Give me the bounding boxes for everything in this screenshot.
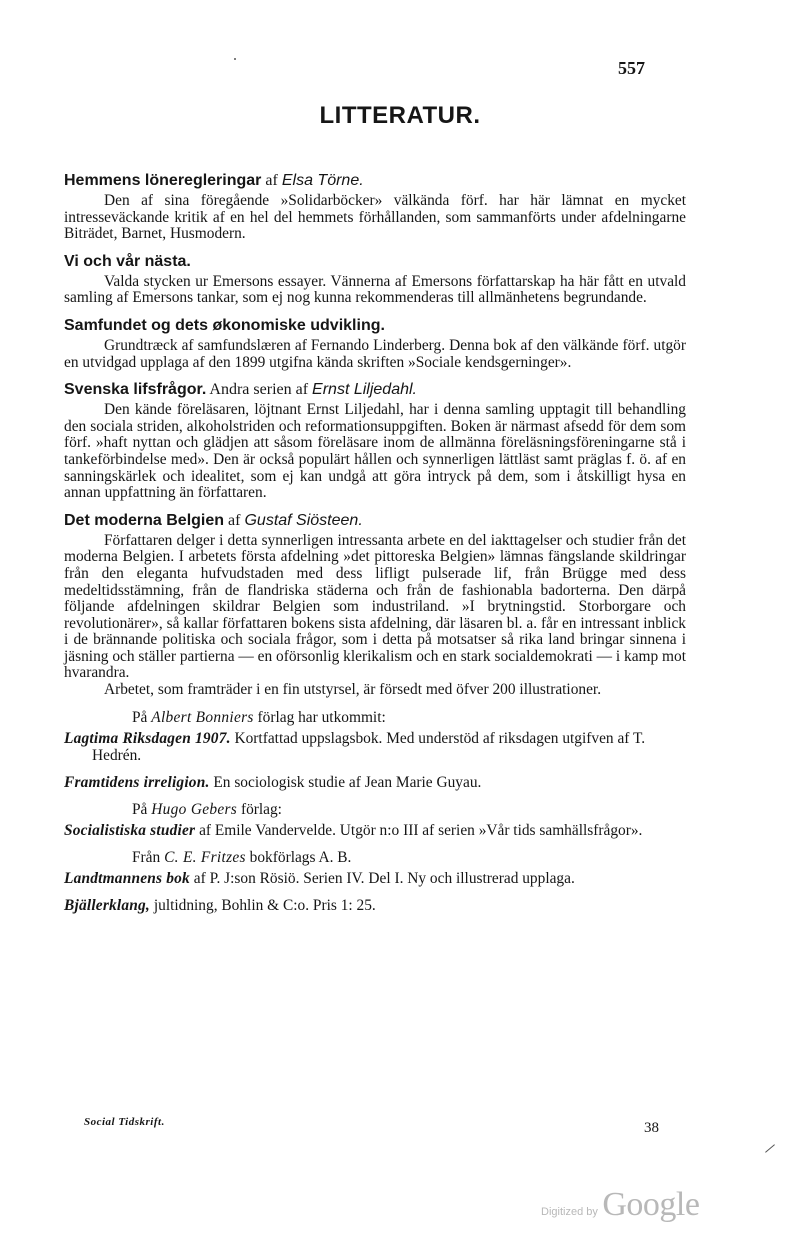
review-samfundet: [64, 315, 686, 371]
journal-signature: Social Tidskrift.: [84, 1116, 165, 1128]
review-title: Hemmens löneregleringar: [64, 172, 262, 189]
review-connector: af: [265, 172, 278, 189]
review-connector: af: [228, 511, 241, 529]
book-description: af P. J:son Rösiö. Serien IV. Del I. Ny och illustrerad upplaga.: [193, 869, 575, 887]
pencil-mark: [765, 1144, 775, 1152]
book-description: En sociologisk studie af Jean Marie Guyau.: [213, 773, 482, 791]
book-entry: [64, 730, 686, 764]
review-author: Gustaf Siösteen.: [244, 511, 363, 529]
review-heading-line: [64, 251, 686, 272]
book-title: Framtidens irreligion.: [64, 773, 210, 791]
review-heading-line: [64, 315, 686, 336]
page-number: 557: [618, 58, 645, 78]
review-text: Den af sina föregående »Solidarböcker» välkända förf. har här lämnat en mycket intresseväckande kritik af en hel del hemmets förhållanden, som sammanförts under afdelningarne Biträdet, Barnet, Husmodern.: [64, 192, 686, 243]
publisher-prefix: På: [132, 800, 148, 818]
review-vi-och-var-nasta: [64, 251, 686, 307]
closing-entry: [64, 897, 686, 914]
publisher-suffix: förlag:: [240, 800, 282, 818]
book-title: Socialistiska studier: [64, 821, 196, 839]
review-title: Svenska lifsfrågor.: [64, 381, 207, 399]
review-connector: af: [295, 381, 309, 399]
book-entry: [64, 822, 686, 839]
publisher-intro: [132, 849, 686, 866]
review-svenska-lifsfragor: [64, 379, 686, 502]
publisher-name: Hugo Gebers: [151, 800, 238, 818]
review-text: Den kände föreläsaren, löjtnant Ernst Liljedahl, har i denna samling upptagit till behandling den sociala striden, alkoholstriden och reformationsuppgiften. Boken är närmast afsedd för dem som förf. »haft nyttan och glädjen att såsom föreläsare inom de allmänna föreläsningsföreningarne stå i tankeförbindelse med». Den är också populärt hållen och synnerligen lättläst samt präglas f. ö. af en sanningskärlek och idealitet, som ej kan undgå att göra intryck på dem, som i åtskilligt hysa en annan uppfattning än författaren.: [64, 401, 686, 502]
closing-title: Bjällerklang,: [64, 896, 150, 914]
book-description: Kortfattad uppslagsbok. Med understöd af riksdagen utgifven af T. Hedrén.: [92, 729, 646, 764]
publisher-prefix: På: [132, 708, 148, 726]
book-title: Landtmannens bok: [64, 869, 190, 887]
signature-number: 38: [644, 1120, 659, 1136]
publisher-suffix: bokförlags A. B.: [249, 848, 352, 866]
review-text: Grundtræck af samfundslæren af Fernando Linderberg. Denna bok af den välkände förf. utgör en utvidgad upplaga af den 1899 utgifna kända skriften »Sociale kendsgerninger».: [64, 336, 686, 371]
google-logo: Google: [602, 1186, 700, 1223]
article-body: [64, 170, 686, 924]
review-heading-line: [64, 379, 686, 400]
review-subtitle: Andra serien: [209, 381, 292, 399]
review-hemmens: [64, 170, 686, 243]
publisher-intro: [132, 709, 686, 726]
review-heading-line: [64, 170, 686, 191]
review-text: Valda stycken ur Emersons essayer. Vännerna af Emersons författarskap ha här fått en utvald samling af Emersons tankar, som ej nog kunna rekommenderas till allmänhetens begrundande.: [64, 272, 686, 307]
review-text-continued: Arbetet, som framträder i en fin utstyrsel, är försedt med öfver 200 illustrationer.: [104, 681, 602, 699]
review-title: Det moderna Belgien: [64, 511, 225, 529]
publisher-name: Albert Bonniers: [151, 708, 254, 726]
publisher-suffix: förlag har utkommit:: [257, 708, 386, 726]
review-author: Elsa Törne.: [281, 172, 364, 189]
digitized-watermark: [541, 1186, 699, 1224]
book-entry: [64, 774, 686, 791]
publisher-intro: [132, 801, 686, 818]
book-entry: [64, 870, 686, 887]
review-det-moderna-belgien: [64, 510, 686, 699]
watermark-small-text: Digitized by: [541, 1206, 598, 1218]
page-title: LITTERATUR.: [319, 102, 481, 129]
review-title: Samfundet og dets økonomiske udvikling.: [64, 316, 385, 334]
publisher-prefix: Från: [132, 848, 161, 866]
review-heading-line: [64, 510, 686, 531]
speck: [234, 58, 236, 60]
review-author: Ernst Liljedahl.: [312, 381, 417, 399]
book-title: Lagtima Riksdagen 1907.: [64, 729, 231, 747]
publisher-name: C. E. Fritzes: [164, 848, 246, 866]
review-title: Vi och vår nästa.: [64, 252, 191, 270]
book-description: af Emile Vandervelde. Utgör n:o III af serien »Vår tids samhällsfrågor».: [199, 821, 643, 839]
review-text: Författaren delger i detta synnerligen intressanta arbete en del iakttagelser och studier från det moderna Belgien. I arbetets första afdelning »det pittoreska Belgien» lämnas fängslande skildringar från den eleganta hufvudstaden med dess lifligt pulserade lif, från Brügge med dess medeltidsstämning, från de flandriska städerna och från de fashionabla badorterna. Den därpå följande afdelningen skildrar Belgien som industriland. »I brytningstid. Storborgare och revolutionärer», så kallar författaren bokens sista afdelning, där läsaren bl. a. får en intressant inblick i de brännande politiska och sociala frågor, som i detta på motsatser så rika land bringar sinnena i jäsning och ställer partierna — en oförsonlig klerikalism och en stark socialdemokrati — i kamp mot hvarandra.: [64, 531, 686, 682]
closing-description: jultidning, Bohlin & C:o. Pris 1: 25.: [153, 896, 376, 914]
